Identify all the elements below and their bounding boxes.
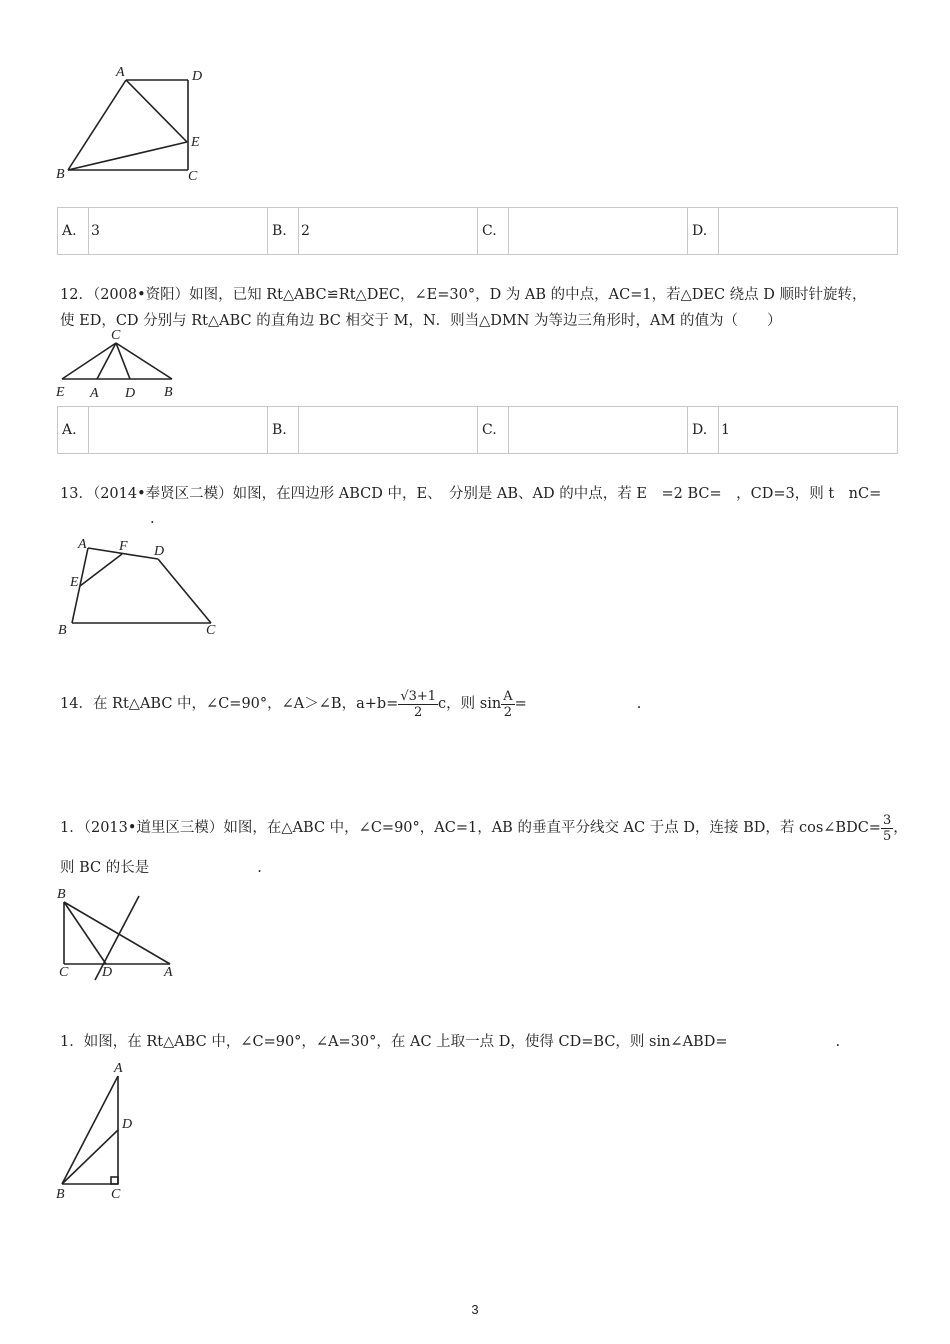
q15-frac-den: 5 [882,828,892,844]
q14-mid: c，则 sin [438,696,502,712]
q14-frac-num: √3+1 [400,688,437,704]
page-number: 3 [471,1302,479,1317]
question-16 [60,1029,840,1055]
question-13-line-2: . [150,511,155,527]
question-13-line-1: 13．（2014•奉贤区二模）如图，在四边形 ABCD 中，E、 分别是 AB、AD 的中点，若 E =2 BC= ，CD=3，则 t nC= [60,486,882,502]
point-e-label: E [191,135,200,150]
point-b-label: B [164,385,173,400]
point-b-label: B [56,167,65,182]
q12-options-table [57,406,898,454]
q15-suffix: ， [893,820,908,836]
figure-right-triangle-abc [50,1058,150,1206]
point-a-label: A [114,1061,123,1076]
point-c-label: C [206,623,216,638]
point-b-label: B [56,1187,65,1202]
option-a-value [89,407,268,454]
point-d-label: D [154,544,165,559]
q16-text: 1．如图，在 Rt△ABC 中，∠C=90°，∠A=30°，在 AC 上取一点 D，使得 CD=BC，则 sin∠ABD= [60,1034,728,1050]
q14-fraction-2 [501,690,514,719]
q14-frac2-num: A [503,688,513,704]
question-12-line-2: 使 ED，CD 分别与 Rt△ABC 的直角边 BC 相交于 M，N．则当△DMN 为等边三角形时，AM 的值为（ ） [60,313,782,329]
point-f-label: F [119,539,128,554]
option-a-value: 3 [89,208,268,255]
figure-triangles-ecb [50,326,190,402]
point-a-label: A [90,386,99,401]
q15-line2: 则 BC 的长是 [60,860,150,876]
point-d-label: D [192,69,203,84]
point-b-label: B [57,887,66,902]
q11-options-table [57,207,898,255]
option-a-label: A. [58,407,89,454]
option-b-value: 2 [299,208,478,255]
q14-frac2-den: 2 [503,704,513,720]
point-e-label: E [70,575,79,590]
question-12-line-1: 12．（2008•资阳）如图，已知 Rt△ABC≌Rt△DEC，∠E=30°，D 为 AB 的中点，AC=1，若△DEC 绕点 D 顺时针旋转， [60,287,867,303]
option-a-label: A. [58,208,89,255]
point-e-label: E [56,385,65,400]
q15-fraction [881,814,893,843]
option-b-label: B. [268,407,299,454]
q14-end: . [636,696,642,712]
point-d-label: D [122,1117,133,1132]
figure-triangle-bcda [50,882,190,982]
question-14 [60,686,641,722]
figure-quadrilateral-abcde [50,60,220,190]
q15-end: . [257,860,262,876]
q14-suffix: = [514,696,527,712]
figure-quadrilateral-abcd [50,534,225,640]
point-c-label: C [188,169,198,184]
point-a-label: A [116,65,125,80]
option-d-label: D. [688,407,719,454]
point-d-label: D [125,386,136,401]
option-c-label: C. [478,407,509,454]
question-15-line-1 [60,810,908,846]
point-c-label: C [111,328,121,343]
option-c-value [509,407,688,454]
option-d-label: D. [688,208,719,255]
option-d-value: 1 [719,407,898,454]
q15-prefix: 1．（2013•道里区三模）如图，在△ABC 中，∠C=90°，AC=1，AB 的垂直平分线交 AC 于点 D，连接 BD，若 cos∠BDC= [60,820,881,836]
question-15-line-2 [60,855,262,881]
q14-fraction [398,690,438,719]
point-b-label: B [58,623,67,638]
point-c-label: C [111,1187,121,1202]
point-d-label: D [102,965,113,980]
point-a-label: A [78,537,87,552]
option-c-value [509,208,688,255]
point-a-label: A [164,965,173,980]
point-c-label: C [59,965,69,980]
q15-frac-num: 3 [882,812,892,828]
option-b-value [299,407,478,454]
q14-frac-den: 2 [414,704,423,720]
q16-end: . [835,1034,841,1050]
q14-prefix: 14．在 Rt△ABC 中，∠C=90°，∠A＞∠B，a+b= [60,696,399,712]
option-b-label: B. [268,208,299,255]
option-c-label: C. [478,208,509,255]
option-d-value [719,208,898,255]
